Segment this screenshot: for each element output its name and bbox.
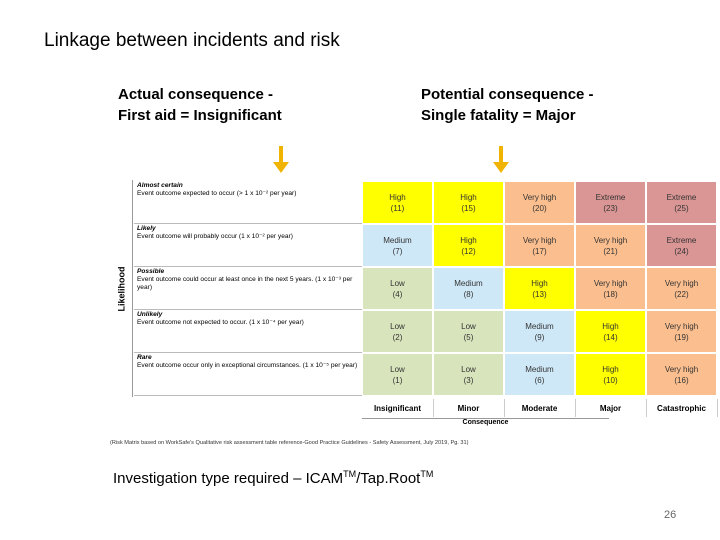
risk-score: (21)	[603, 246, 618, 256]
potential-consequence-line2: Single fatality = Major	[421, 107, 576, 124]
likelihood-description: Event outcome could occur at least once in the next 5 years. (1 x 10⁻³ per year)	[137, 276, 353, 291]
risk-cell	[575, 267, 646, 310]
risk-score: (22)	[674, 289, 689, 299]
risk-score: (2)	[392, 332, 403, 342]
risk-cell	[646, 181, 717, 224]
risk-rating: High	[460, 235, 477, 245]
arrow-down-icon	[272, 146, 290, 174]
likelihood-description: Event outcome occur only in exceptional circumstances. (1 x 10⁻⁵ per year)	[137, 362, 358, 369]
risk-score: (24)	[674, 246, 689, 256]
likelihood-row	[134, 310, 362, 353]
arrow-head	[493, 162, 509, 173]
risk-score: (12)	[461, 246, 476, 256]
risk-cell	[433, 353, 504, 396]
actual-consequence-line1: Actual consequence -	[118, 86, 274, 103]
risk-rating: Medium	[454, 278, 483, 288]
slide-title: Linkage between incidents and risk	[44, 30, 340, 51]
risk-cell	[362, 310, 433, 353]
potential-consequence-label	[421, 84, 594, 126]
risk-cell	[504, 310, 575, 353]
risk-cell	[646, 267, 717, 310]
risk-rating: Low	[461, 364, 476, 374]
risk-rating: Low	[461, 321, 476, 331]
risk-rating: High	[460, 192, 477, 202]
risk-rating: High	[602, 321, 619, 331]
likelihood-name: Unlikely	[137, 311, 163, 318]
risk-rating: Very high	[593, 278, 628, 288]
risk-rating: Medium	[383, 235, 412, 245]
investigation-main: Investigation type required – ICAM	[113, 470, 344, 487]
risk-rating: High	[602, 364, 619, 374]
risk-cell	[646, 310, 717, 353]
risk-score: (20)	[532, 203, 547, 213]
consequence-column-header: Insignificant	[362, 399, 434, 417]
likelihood-description: Event outcome not expected to occur. (1 x 10⁻⁴ per year)	[137, 319, 304, 326]
risk-rating: Extreme	[666, 192, 697, 202]
risk-score: (16)	[674, 375, 689, 385]
risk-score: (8)	[463, 289, 474, 299]
risk-score: (14)	[603, 332, 618, 342]
risk-cell	[575, 310, 646, 353]
arrow-shaft	[499, 146, 503, 164]
likelihood-row	[134, 224, 362, 267]
risk-score: (5)	[463, 332, 474, 342]
arrow-shaft	[279, 146, 283, 164]
risk-cell	[504, 181, 575, 224]
likelihood-description: Event outcome expected to occur (> 1 x 10⁻² per year)	[137, 190, 297, 197]
risk-score: (15)	[461, 203, 476, 213]
risk-cell	[504, 353, 575, 396]
risk-score: (11)	[390, 203, 405, 213]
risk-score: (4)	[392, 289, 403, 299]
risk-score: (18)	[603, 289, 618, 299]
risk-score: (10)	[603, 375, 618, 385]
arrow-down-icon	[492, 146, 510, 174]
trademark-1: TM	[343, 469, 357, 479]
risk-rating: High	[389, 192, 406, 202]
risk-rating: Low	[390, 364, 405, 374]
risk-score: (13)	[532, 289, 547, 299]
risk-score: (19)	[674, 332, 689, 342]
risk-cell	[575, 224, 646, 267]
likelihood-name: Almost certain	[137, 182, 183, 189]
consequence-column-header: Catastrophic	[646, 399, 718, 417]
risk-matrix	[110, 180, 706, 441]
risk-cell	[362, 353, 433, 396]
source-note: (Risk Matrix based on WorkSafe's Qualitative risk assessment table reference-Good Practice Guidelines - Safety Assessment, July 2019, Pg. 31)	[110, 440, 469, 446]
risk-score: (3)	[463, 375, 474, 385]
investigation-text	[113, 469, 433, 487]
risk-score: (7)	[392, 246, 403, 256]
investigation-tool: /Tap.Root	[356, 470, 421, 487]
trademark-2: TM	[420, 469, 434, 479]
consequence-column-header: Moderate	[504, 399, 576, 417]
risk-rating: Very high	[593, 235, 628, 245]
risk-cell	[504, 267, 575, 310]
actual-consequence-line2: First aid = Insignificant	[118, 107, 282, 124]
risk-cell	[362, 181, 433, 224]
risk-score: (25)	[674, 203, 689, 213]
likelihood-description: Event outcome will probably occur (1 x 10⁻² per year)	[137, 233, 293, 240]
risk-cell	[575, 181, 646, 224]
risk-rating: Low	[390, 278, 405, 288]
likelihood-axis-label: Likelihood	[116, 266, 126, 311]
risk-cell	[433, 310, 504, 353]
risk-rating: Extreme	[666, 235, 697, 245]
likelihood-row	[134, 353, 362, 396]
risk-cell	[362, 224, 433, 267]
risk-cell	[575, 353, 646, 396]
risk-score: (6)	[534, 375, 545, 385]
likelihood-row	[134, 267, 362, 310]
risk-rating: Very high	[522, 235, 557, 245]
risk-cell	[646, 224, 717, 267]
consequence-axis-label: Consequence	[362, 418, 609, 431]
potential-consequence-line1: Potential consequence -	[421, 86, 594, 103]
risk-rating: Extreme	[595, 192, 626, 202]
risk-rating: High	[531, 278, 548, 288]
arrow-head	[273, 162, 289, 173]
risk-rating: Very high	[664, 278, 699, 288]
likelihood-name: Rare	[137, 354, 152, 361]
actual-consequence-label	[118, 84, 282, 126]
risk-cell	[433, 181, 504, 224]
risk-rating: Very high	[522, 192, 557, 202]
page-number: 26	[664, 509, 677, 521]
risk-rating: Very high	[664, 364, 699, 374]
risk-score: (17)	[532, 246, 547, 256]
risk-rating: Very high	[664, 321, 699, 331]
risk-rating: Medium	[525, 321, 554, 331]
likelihood-name: Likely	[137, 225, 156, 232]
likelihood-axis	[110, 180, 133, 397]
consequence-column-header: Minor	[433, 399, 505, 417]
consequence-column-header: Major	[575, 399, 647, 417]
risk-cell	[433, 224, 504, 267]
likelihood-row	[134, 181, 362, 224]
risk-rating: Medium	[525, 364, 554, 374]
risk-cell	[504, 224, 575, 267]
risk-cell	[646, 353, 717, 396]
risk-score: (1)	[392, 375, 403, 385]
risk-rating: Low	[390, 321, 405, 331]
risk-score: (23)	[603, 203, 618, 213]
risk-cell	[433, 267, 504, 310]
risk-cell	[362, 267, 433, 310]
likelihood-name: Possible	[137, 268, 165, 275]
risk-score: (9)	[534, 332, 545, 342]
